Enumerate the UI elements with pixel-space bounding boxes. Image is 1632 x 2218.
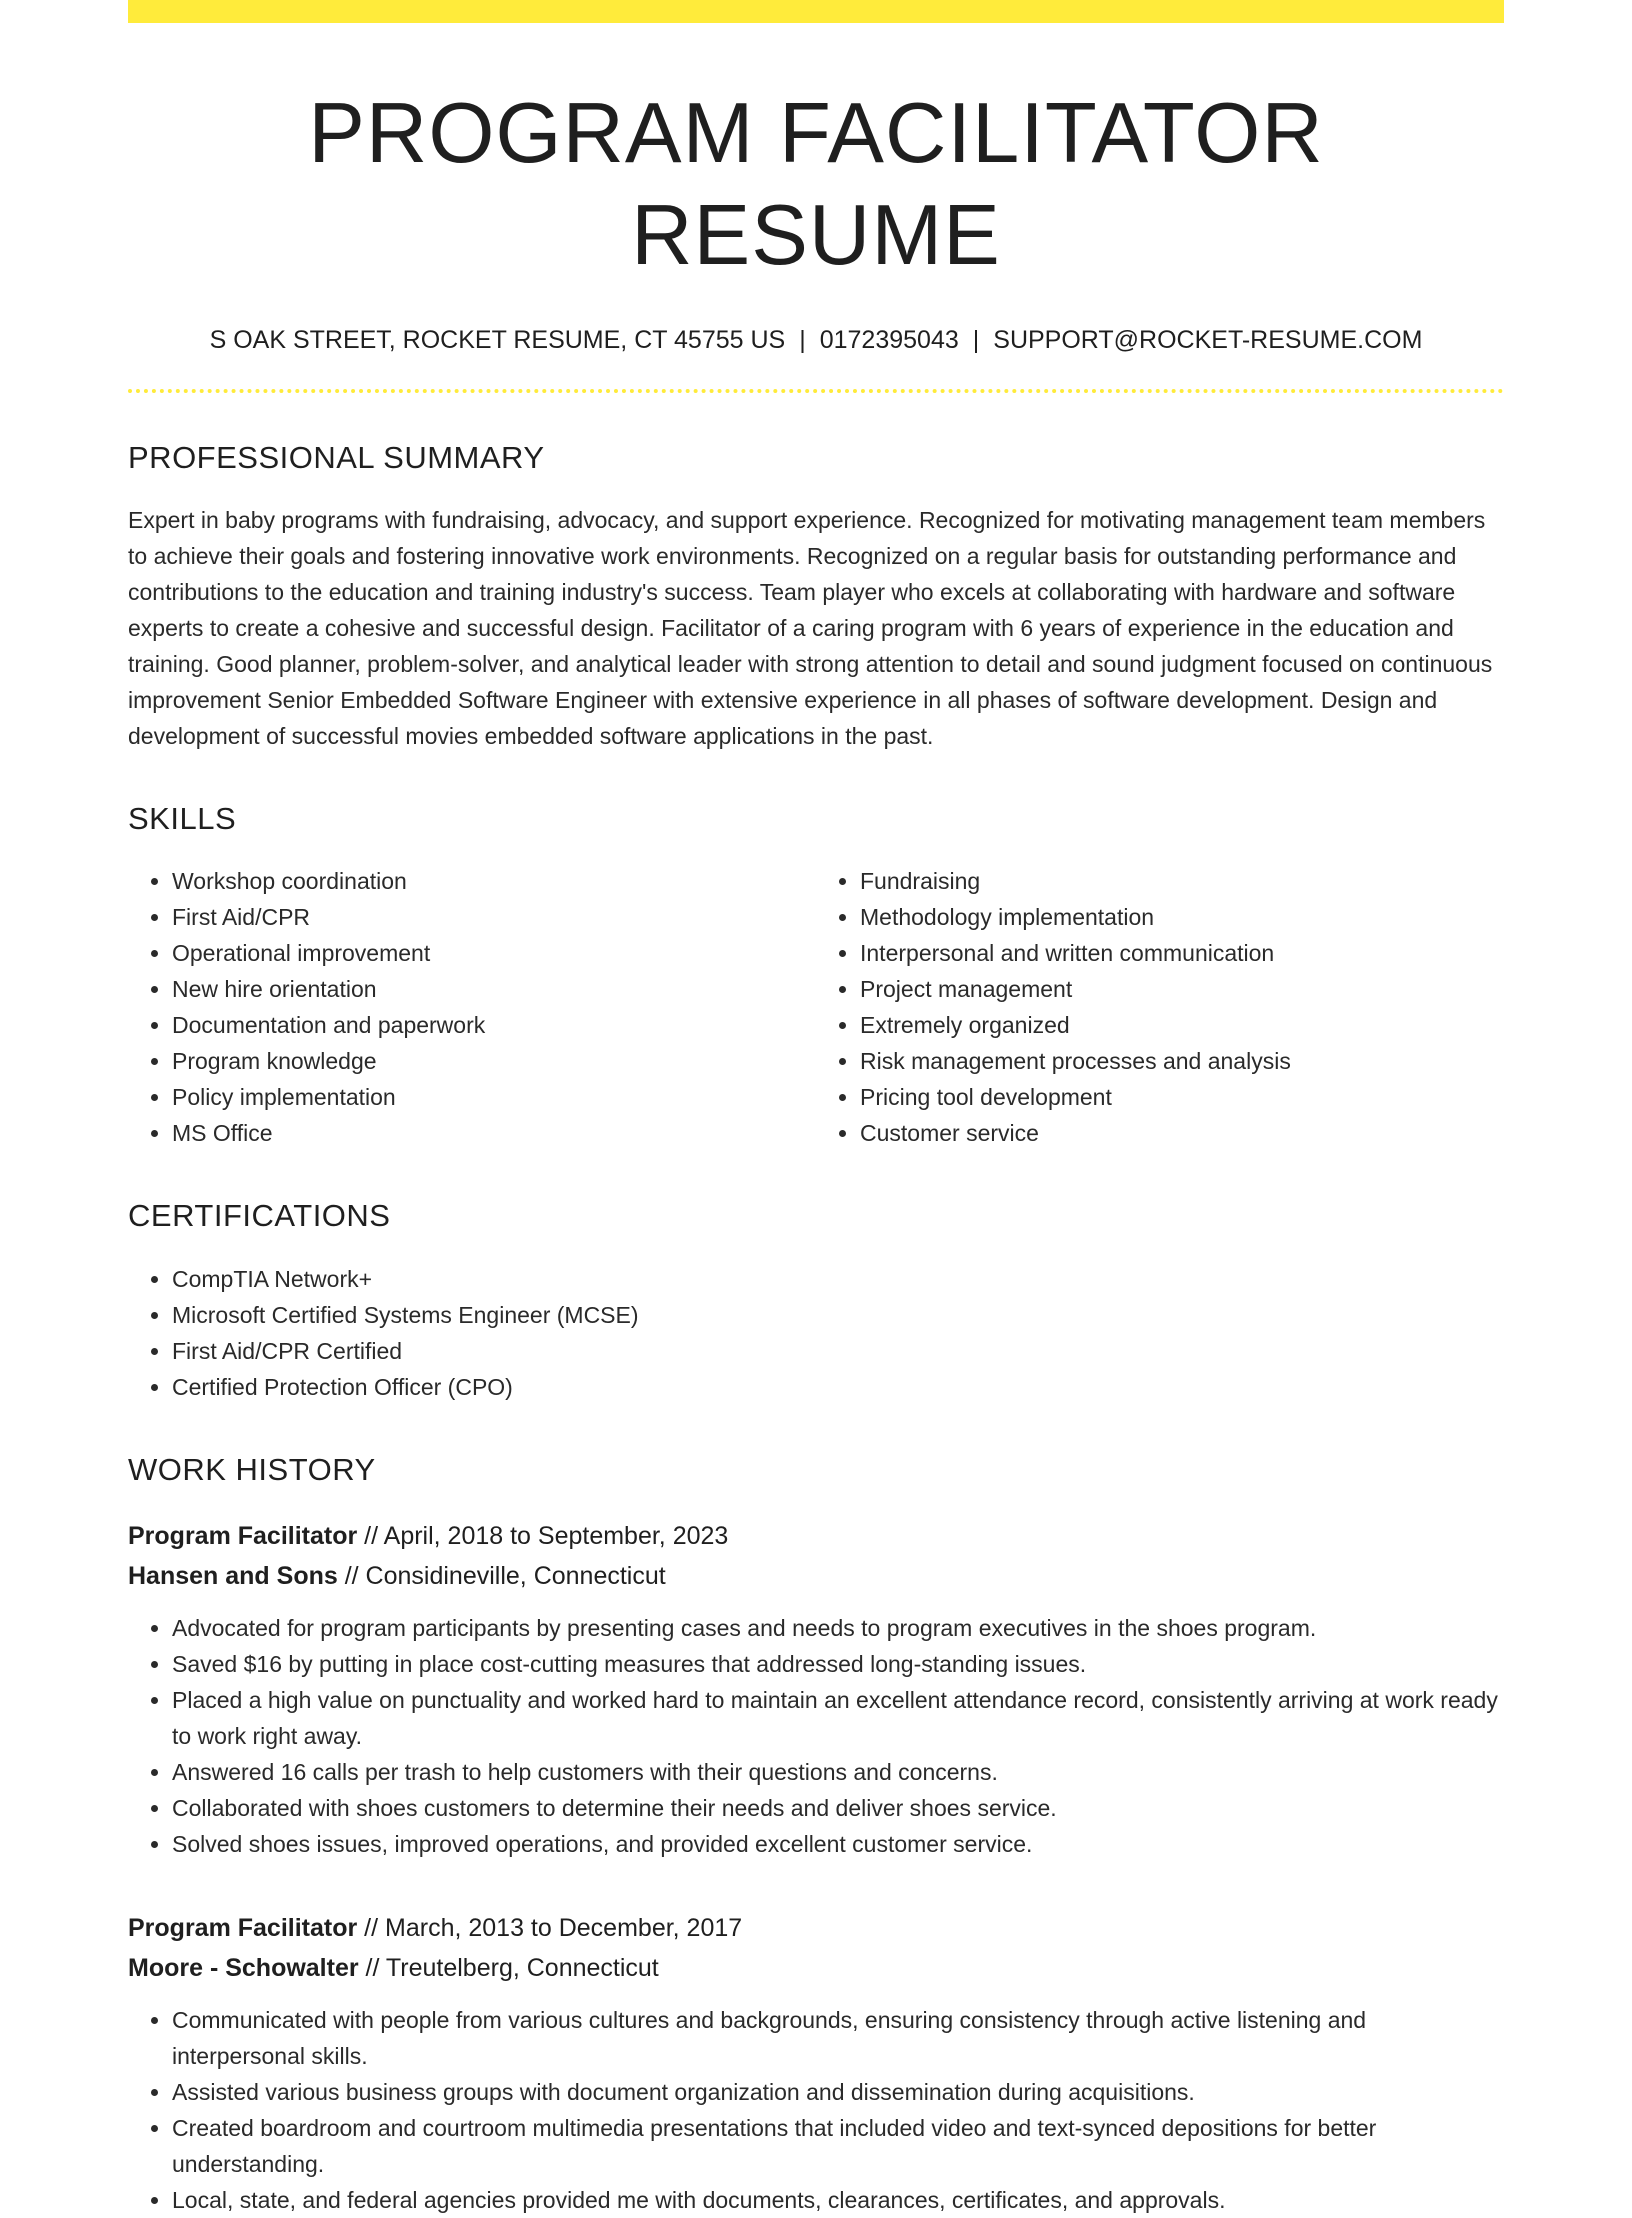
skill-item: • Program knowledge	[172, 1043, 816, 1079]
job-bullet: • Solved shoes issues, improved operations, and provided excellent customer service.	[172, 1826, 1504, 1862]
job-bullet: • Collaborated with shoes customers to determine their needs and deliver shoes service.	[172, 1790, 1504, 1826]
summary-text: Expert in baby programs with fundraising, advocacy, and support experience. Recognized for motivating management team members to achieve their goals and fostering innovative work environments. Recognized on a regular basis for outstanding performance and contributions to the education and training industry's success. Team player who excels at collaborating with hardware and software experts to create a cohesive and successful design. Facilitator of a caring program with 6 years of experience in the education and training. Good planner, problem-solver, and analytical leader with strong attention to detail and sound judgment focused on continuous improvement Senior Embedded Software Engineer with extensive experience in all phases of software development. Design and development of successful movies embedded software applications in the past.	[128, 507, 1493, 750]
resume-page	[128, 0, 1504, 2218]
skills-list-right	[816, 863, 1504, 1151]
job-location: // Considineville, Connecticut	[337, 1561, 666, 1590]
skill-item: • Project management	[860, 971, 1504, 1007]
skill-item: • Interpersonal and written communication	[860, 935, 1504, 971]
skill-item: • Workshop coordination	[172, 863, 816, 899]
skill-item: • Operational improvement	[172, 935, 816, 971]
job-bullet: • Communicated with people from various cultures and backgrounds, ensuring consistency through active listening and interpersonal skills.	[172, 2002, 1504, 2074]
job-dates: // April, 2018 to September, 2023	[357, 1521, 729, 1550]
job-role: Program Facilitator	[128, 1521, 358, 1550]
job-company: Hansen and Sons	[128, 1561, 338, 1590]
skill-item: • Customer service	[860, 1115, 1504, 1151]
job-location: // Treutelberg, Connecticut	[358, 1953, 659, 1982]
job-bullet: • Saved $16 by putting in place cost-cutting measures that addressed long-standing issues.	[172, 1646, 1504, 1682]
job-bullet: • Placed a high value on punctuality and worked hard to maintain an excellent attendance record, consistently arriving at work ready to work right away.	[172, 1682, 1504, 1754]
job-bullet: • Answered 16 calls per trash to help customers with their questions and concerns.	[172, 1754, 1504, 1790]
certifications-heading: CERTIFICATIONS	[128, 1198, 391, 1234]
contact-separator: |	[799, 326, 806, 354]
accent-bar	[128, 0, 1504, 23]
skill-item: • MS Office	[172, 1115, 816, 1151]
dotted-divider	[128, 389, 1504, 393]
skill-item: • Pricing tool development	[860, 1079, 1504, 1115]
job-bullets	[128, 2002, 1504, 2218]
certifications-list	[128, 1261, 1504, 1405]
phone: 0172395043	[819, 326, 959, 354]
certification-item: • First Aid/CPR Certified	[172, 1333, 1504, 1369]
skill-item: • New hire orientation	[172, 971, 816, 1007]
skills-list-left	[128, 863, 816, 1151]
skills-columns	[128, 863, 1504, 1151]
skill-item: • Extremely organized	[860, 1007, 1504, 1043]
certification-item: • CompTIA Network+	[172, 1261, 1504, 1297]
skill-item: • First Aid/CPR	[172, 899, 816, 935]
job-dates: // March, 2013 to December, 2017	[357, 1913, 743, 1942]
job-entry	[128, 1516, 1504, 1862]
job-role: Program Facilitator	[128, 1913, 358, 1942]
job-entry	[128, 1908, 1504, 2218]
skills-heading: SKILLS	[128, 801, 237, 837]
job-bullet: • Local, state, and federal agencies provided me with documents, clearances, certificates, and approvals.	[172, 2182, 1504, 2218]
job-company: Moore - Schowalter	[128, 1953, 359, 1982]
address: S OAK STREET, ROCKET RESUME, CT 45755 US	[209, 326, 786, 354]
job-role-line	[128, 1516, 1504, 1556]
certification-item: • Microsoft Certified Systems Engineer (MCSE)	[172, 1297, 1504, 1333]
work-history-heading: WORK HISTORY	[128, 1451, 376, 1487]
job-bullets	[128, 1610, 1504, 1862]
skill-item: • Methodology implementation	[860, 899, 1504, 935]
summary-heading: PROFESSIONAL SUMMARY	[128, 440, 545, 475]
skill-item: • Risk management processes and analysis	[860, 1043, 1504, 1079]
job-company-line	[128, 1556, 1504, 1596]
job-bullet: • Advocated for program participants by presenting cases and needs to program executives in the shoes program.	[172, 1610, 1504, 1646]
email: SUPPORT@ROCKET-RESUME.COM	[993, 326, 1423, 354]
job-bullet: • Assisted various business groups with document organization and dissemination during acquisitions.	[172, 2074, 1504, 2110]
certification-item: • Certified Protection Officer (CPO)	[172, 1369, 1504, 1405]
skill-item: • Fundraising	[860, 863, 1504, 899]
job-company-line	[128, 1948, 1504, 1988]
job-bullet: • Created boardroom and courtroom multimedia presentations that included video and text-synced depositions for better understanding.	[172, 2110, 1504, 2182]
contact-separator: |	[972, 326, 980, 354]
skill-item: • Documentation and paperwork	[172, 1007, 816, 1043]
skill-item: • Policy implementation	[172, 1079, 816, 1115]
resume-title: PROGRAM FACILITATOR RESUME	[308, 86, 1324, 283]
contact-line	[128, 325, 1504, 355]
job-role-line	[128, 1908, 1504, 1948]
